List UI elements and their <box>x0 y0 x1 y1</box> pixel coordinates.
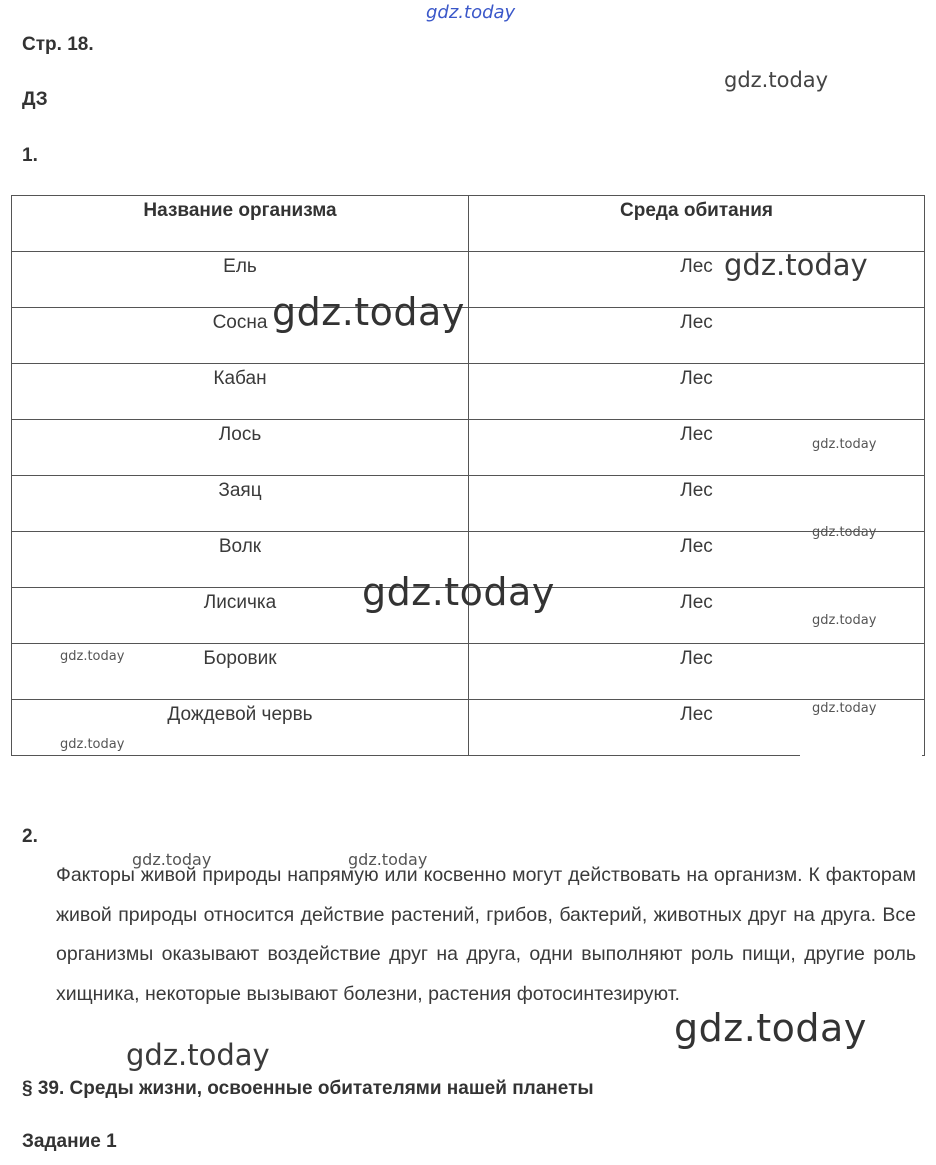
watermark: gdz.today <box>812 613 877 628</box>
watermark: gdz.today <box>362 570 555 614</box>
organism-name: Сосна <box>12 308 469 364</box>
watermark: gdz.today <box>126 1038 270 1072</box>
habitat-value: Лес <box>469 252 925 308</box>
table-row <box>12 364 925 420</box>
watermark: gdz.today <box>60 649 125 664</box>
watermark: gdz.today <box>812 437 877 452</box>
table-header-row <box>12 196 925 252</box>
organism-name: Дождевой червь <box>12 700 469 756</box>
section-title: § 39. Среды жизни, освоенные обитателями нашей планеты <box>22 1078 594 1099</box>
table-row <box>12 308 925 364</box>
habitat-value: Лес <box>469 644 925 700</box>
watermark: gdz.today <box>812 701 877 716</box>
habitat-value: Лес <box>469 532 925 588</box>
organism-name: Волк <box>12 532 469 588</box>
habitat-value: Лес <box>469 308 925 364</box>
organism-name: Лось <box>12 420 469 476</box>
habitat-value: Лес <box>469 420 925 476</box>
organism-name: Боровик <box>12 644 469 700</box>
watermark: gdz.today <box>724 68 829 92</box>
section-label: ДЗ <box>22 89 48 110</box>
habitat-value: Лес <box>469 588 925 644</box>
habitat-value: Лес <box>469 476 925 532</box>
organism-name: Кабан <box>12 364 469 420</box>
border-gap <box>800 752 922 756</box>
watermark: gdz.today <box>348 850 428 869</box>
table-row <box>12 476 925 532</box>
task-number: 1. <box>22 145 38 166</box>
watermark: gdz.today <box>132 850 212 869</box>
watermark: gdz.today <box>60 737 125 752</box>
habitat-value: Лес <box>469 700 925 756</box>
watermark: gdz.today <box>272 290 465 334</box>
watermark: gdz.today <box>426 2 516 23</box>
task-label: Задание 1 <box>22 1131 117 1152</box>
watermark: gdz.today <box>724 248 868 282</box>
answer-paragraph: Факторы живой природы напрямую или косвенно могут действовать на организм. К факторам живой природы относится действие растений, грибов, бактерий, животных друг на друга. Все организмы оказывают воздействие друг на друга, одни выполняют роль пищи, другие роль хищника, некоторые вызывают болезни, растения фотосинтезируют. <box>56 864 916 1005</box>
table-row <box>12 700 925 756</box>
organism-name: Ель <box>12 252 469 308</box>
organism-name: Заяц <box>12 476 469 532</box>
watermark: gdz.today <box>812 525 877 540</box>
watermark: gdz.today <box>674 1006 867 1050</box>
habitat-value: Лес <box>469 364 925 420</box>
table-row <box>12 420 925 476</box>
page-header: Стр. 18. <box>22 34 94 55</box>
organism-name: Лисичка <box>12 588 469 644</box>
task-number: 2. <box>22 826 38 847</box>
table-row <box>12 644 925 700</box>
header-organism: Название организма <box>12 196 469 252</box>
header-habitat: Среда обитания <box>469 196 925 252</box>
